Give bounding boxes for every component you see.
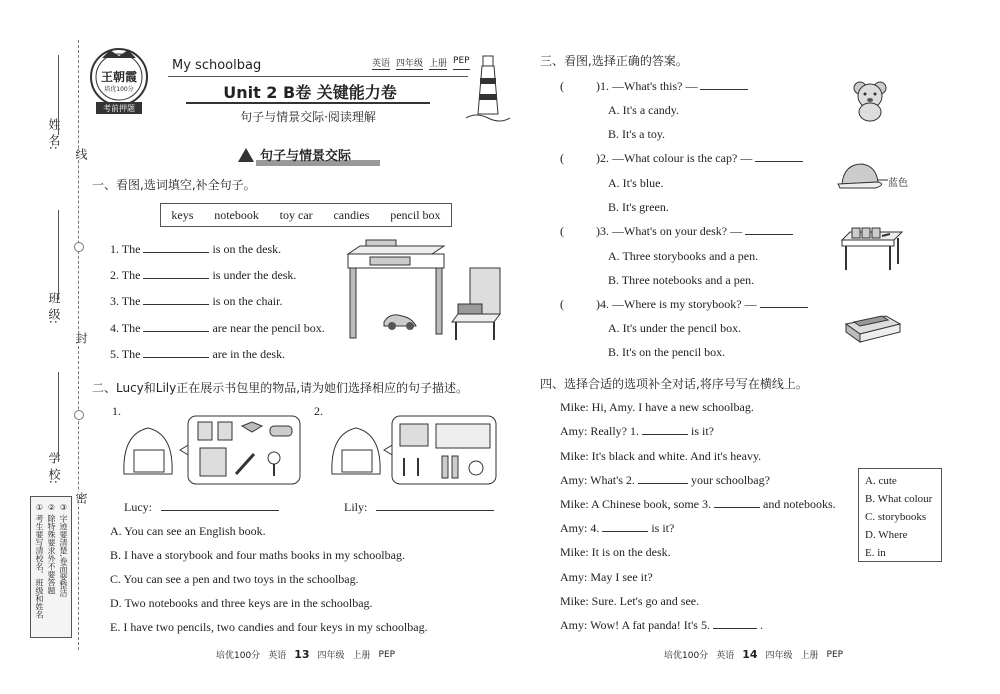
q2-line: [755, 161, 803, 162]
option-a: A. You can see an English book.: [110, 524, 266, 538]
binding-hole-2: [74, 410, 84, 420]
tag-grade: 四年级: [396, 56, 423, 70]
dialogue-blank-2[interactable]: [638, 483, 688, 484]
q4-line: [760, 307, 808, 308]
cut-mark-1: 线: [74, 148, 88, 160]
choice-e: E. in: [865, 547, 886, 559]
name-field[interactable]: [58, 55, 59, 135]
exam-notes: [30, 496, 72, 638]
q2-option-a[interactable]: A. It's blue.: [608, 176, 664, 190]
q2-option-b[interactable]: B. It's green.: [608, 200, 669, 214]
class-label: 班 级:: [47, 292, 61, 324]
word-bank-item: keys: [171, 207, 194, 222]
q1-option-a[interactable]: A. It's a candy.: [608, 103, 680, 117]
q1-option-b[interactable]: B. It's a toy.: [608, 127, 666, 141]
title-divider: [186, 102, 430, 104]
answer-blank[interactable]: [143, 278, 209, 279]
tag-subject: 英语: [372, 56, 390, 70]
q3-line: [745, 234, 793, 235]
dialogue-blank-5[interactable]: [713, 628, 757, 629]
section-banner-label: 句子与情景交际: [260, 149, 352, 164]
answer-blank[interactable]: [143, 304, 209, 305]
tag-edition: PEP: [453, 56, 470, 70]
exam-note-3: ③ 字迹要清楚,卷面要整洁: [59, 503, 68, 598]
logo-badge: 考前押题: [103, 104, 135, 113]
dialogue-line-6: Amy: 4. is it?: [560, 521, 675, 535]
q4-option-a[interactable]: A. It's under the pencil box.: [608, 321, 742, 335]
pic-label-2: 2.: [314, 404, 323, 418]
part3-heading: 三、看图,选择正确的答案。: [540, 54, 688, 68]
lily-schoolbag-picture: [326, 414, 498, 486]
fill-item-2: 2. The is under the desk.: [110, 268, 297, 282]
q2-question: ( )2. —What colour is the cap? —: [560, 151, 803, 166]
q4-question: ( )4. —Where is my storybook? —: [560, 297, 808, 312]
q1-line: [700, 89, 748, 90]
cap-icon: [836, 160, 888, 192]
brand-logo: [88, 44, 150, 118]
desk-chair-illustration: [340, 238, 510, 342]
dialogue-line-7: Mike: It is on the desk.: [560, 545, 671, 559]
answer-blank[interactable]: [143, 252, 209, 253]
logo-subtext: 培优100分: [104, 86, 134, 93]
school-label: 学 校:: [47, 452, 61, 484]
word-bank-item: notebook: [214, 207, 259, 222]
page-subtitle: 句子与情景交际·阅读理解: [240, 110, 376, 124]
choice-b: B. What colour: [865, 493, 933, 505]
header-rule: [168, 76, 468, 77]
fill-item-1: 1. The is on the desk.: [110, 242, 282, 256]
section-banner: [232, 144, 382, 166]
dialogue-line-8: Amy: May I see it?: [560, 570, 653, 584]
word-bank-item: toy car: [279, 207, 313, 222]
cut-line: [78, 40, 79, 650]
dialogue-blank-4[interactable]: [602, 531, 648, 532]
option-b: B. I have a storybook and four maths books in my schoolbag.: [110, 548, 405, 562]
fill-item-5: 5. The are in the desk.: [110, 347, 286, 361]
page-number: 13: [294, 648, 310, 661]
dialogue-line-5: Mike: A Chinese book, some 3. and notebooks.: [560, 497, 836, 511]
word-bank-item: candies: [333, 207, 370, 222]
page-number: 14: [742, 648, 758, 661]
exam-note-2: ② 除特殊要求外不要答题: [47, 503, 56, 595]
unit-subtitle: My schoolbag: [172, 58, 262, 73]
q1-question: ( )1. —What's this? —: [560, 79, 748, 94]
part1-heading: 一、看图,选词填空,补全句子。: [92, 178, 256, 192]
lucy-answer: Lucy:: [124, 500, 279, 515]
cap-color-label: 蓝色: [888, 178, 908, 189]
logo-text: 王朝霞: [100, 70, 137, 84]
dialogue-line-10: Amy: Wow! A fat panda! It's 5. .: [560, 618, 763, 632]
exam-note-1: ① 考生要写清校名、班级和姓名: [35, 503, 44, 619]
dialogue-line-2: Amy: Really? 1. is it?: [560, 424, 714, 438]
fill-item-4: 4. The are near the pencil box.: [110, 321, 325, 335]
dialogue-line-3: Mike: It's black and white. And it's heavy.: [560, 449, 762, 463]
option-c: C. You can see a pen and two toys in the schoolbag.: [110, 572, 359, 586]
answer-blank[interactable]: [143, 331, 209, 332]
q3-option-a[interactable]: A. Three storybooks and a pen.: [608, 249, 759, 263]
teddy-bear-icon: [852, 80, 888, 122]
class-field[interactable]: [58, 210, 59, 300]
footer-left: 培优100分 英语 13 四年级 上册 PEP: [216, 648, 396, 661]
choice-d: D. Where: [865, 529, 908, 541]
fill-item-3: 3. The is on the chair.: [110, 294, 283, 308]
part2-heading: 二、Lucy和Lily正在展示书包里的物品,请为她们选择相应的句子描述。: [92, 381, 469, 395]
dialogue-blank-1[interactable]: [642, 434, 688, 435]
q4-option-b[interactable]: B. It's on the pencil box.: [608, 345, 726, 359]
answer-blank[interactable]: [143, 357, 209, 358]
lighthouse-icon: [466, 52, 510, 122]
pic-label-1: 1.: [112, 404, 121, 418]
header-tags: [372, 56, 470, 70]
lucy-answer-blank[interactable]: [161, 510, 279, 511]
page-title: Unit 2 B卷 关键能力卷: [223, 83, 397, 102]
part4-heading: 四、选择合适的选项补全对话,将序号写在横线上。: [540, 377, 808, 391]
lily-answer: Lily:: [344, 500, 494, 515]
dialogue-line-9: Mike: Sure. Let's go and see.: [560, 594, 700, 608]
dialogue-line-4: Amy: What's 2. your schoolbag?: [560, 473, 770, 487]
school-field[interactable]: [58, 372, 59, 462]
q3-question: ( )3. —What's on your desk? —: [560, 224, 793, 239]
word-bank: [160, 203, 452, 227]
pencil-box-icon: [842, 310, 902, 344]
q3-option-b[interactable]: B. Three notebooks and a pen.: [608, 273, 755, 287]
choice-a: A. cute: [865, 475, 897, 487]
lucy-schoolbag-picture: [118, 414, 304, 486]
tag-term: 上册: [429, 56, 447, 70]
option-d: D. Two notebooks and three keys are in the schoolbag.: [110, 596, 373, 610]
choice-c: C. storybooks: [865, 511, 927, 523]
binding-hole-1: [74, 242, 84, 252]
desk-with-books-icon: [838, 226, 904, 272]
lily-answer-blank[interactable]: [376, 510, 494, 511]
name-label: 姓 名:: [47, 118, 61, 150]
cut-mark-3: 密: [74, 492, 88, 504]
option-e: E. I have two pencils, two candies and four keys in my schoolbag.: [110, 620, 428, 634]
footer-right: 培优100分 英语 14 四年级 上册 PEP: [664, 648, 844, 661]
dialogue-blank-3[interactable]: [714, 507, 760, 508]
cut-mark-2: 封: [74, 332, 88, 344]
dialogue-line-1: Mike: Hi, Amy. I have a new schoolbag.: [560, 400, 754, 414]
choice-box: [858, 468, 942, 562]
word-bank-item: pencil box: [390, 207, 441, 222]
